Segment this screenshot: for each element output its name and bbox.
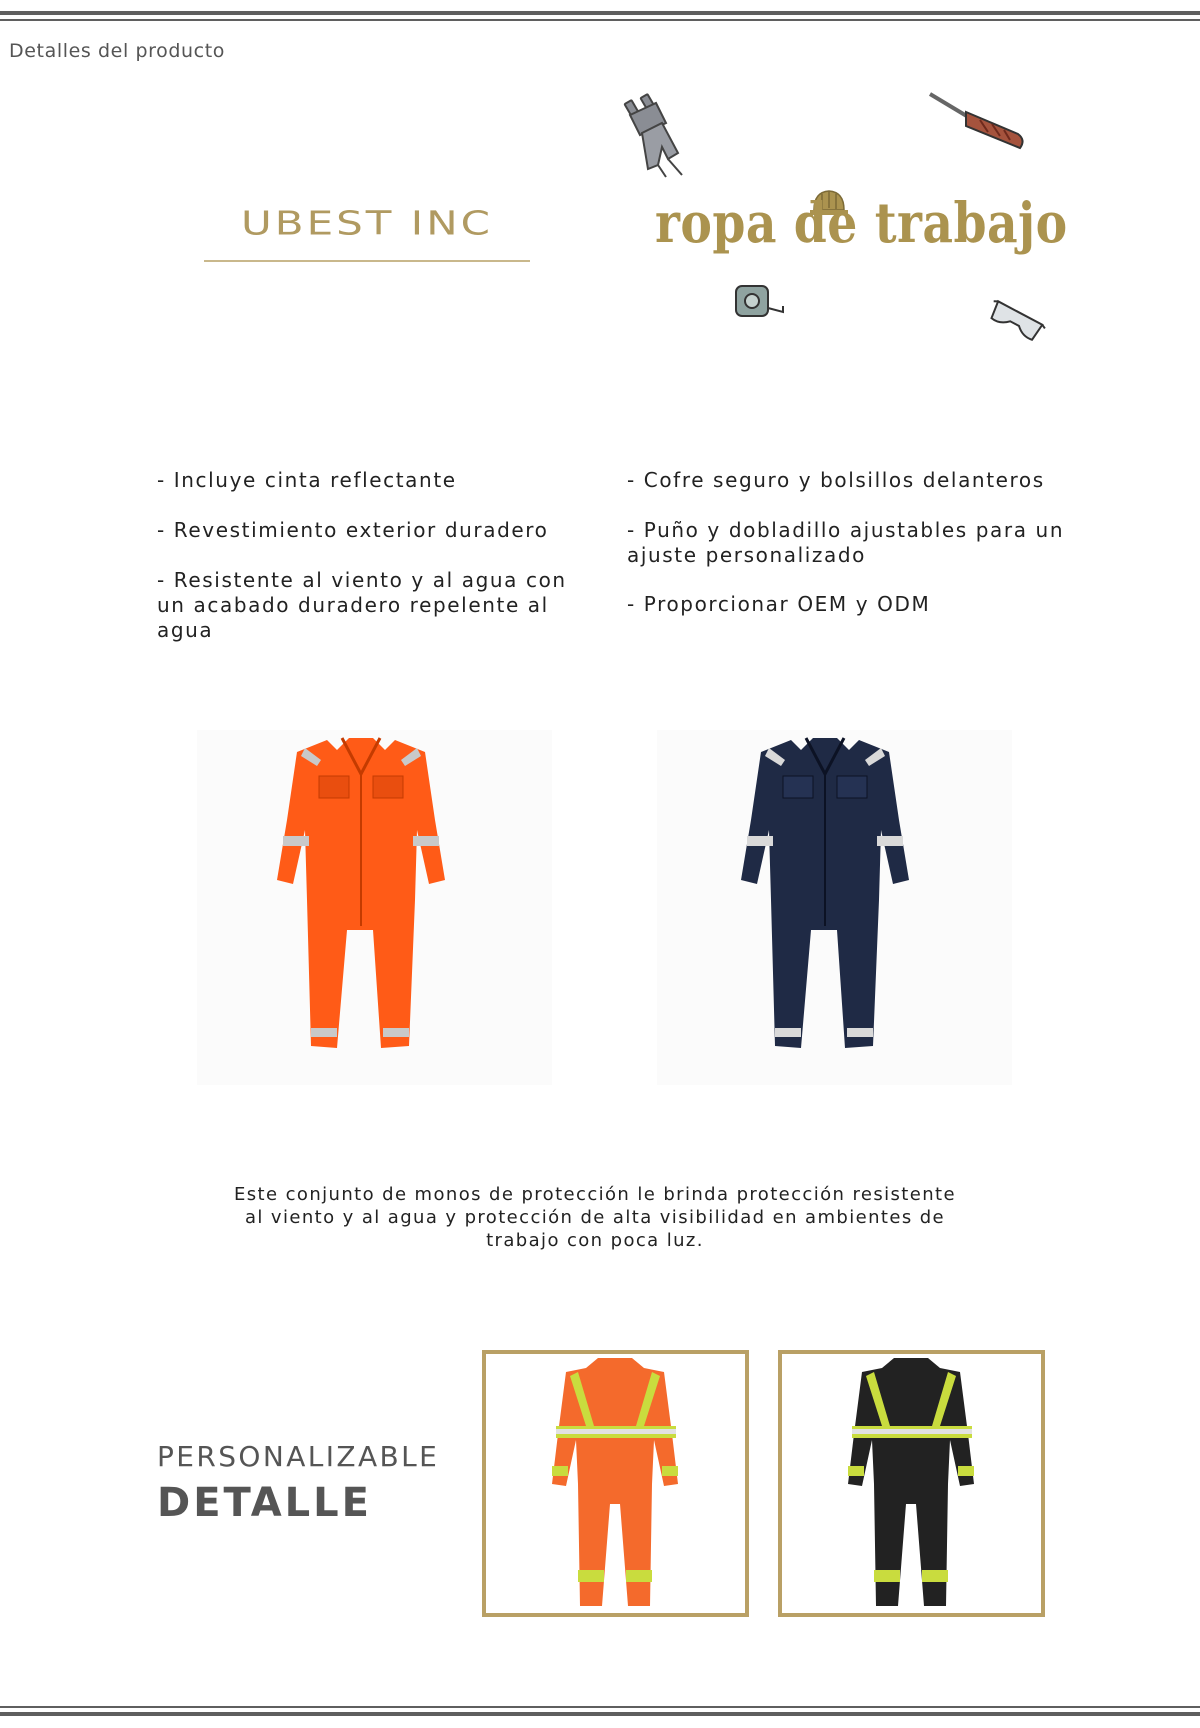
- plug-icon: [622, 93, 702, 179]
- safety-goggles-icon: [985, 298, 1047, 344]
- headline: ropa de trabajo: [655, 190, 1068, 255]
- section-title: Detalles del producto: [9, 40, 225, 62]
- feature-left-1: - Incluye cinta reflectante: [157, 468, 457, 492]
- bottom-rule-2: [0, 1712, 1200, 1716]
- screwdriver-icon: [926, 90, 1028, 154]
- feature-right-2: - Puño y dobladillo ajustables para un ajuste personalizado: [627, 518, 1065, 567]
- feature-left-2: - Revestimiento exterior duradero: [157, 518, 549, 542]
- customizable-title: DETALLE: [157, 1480, 372, 1526]
- customizable-subtitle: PERSONALIZABLE: [157, 1440, 440, 1473]
- bottom-rule-1: [0, 1706, 1200, 1708]
- top-rule-1: [0, 11, 1200, 15]
- orange-coverall-image: [197, 730, 552, 1085]
- feature-left-3: - Resistente al viento y al agua con un acabado duradero repelente al agua: [157, 568, 567, 642]
- product-description: Este conjunto de monos de protección le brinda protección resistente al viento y al agua y protección de alta visibilidad en ambientes de trabajo con poca luz.: [234, 1184, 956, 1251]
- black-hi-vis-frame: [778, 1350, 1045, 1617]
- brand-underline: [204, 260, 530, 262]
- navy-coverall-image: [657, 730, 1012, 1085]
- brand-name: UBEST INC: [241, 204, 493, 243]
- orange-hi-vis-frame: [482, 1350, 749, 1617]
- feature-right-1: - Cofre seguro y bolsillos delanteros: [627, 468, 1045, 492]
- top-rule-2: [0, 19, 1200, 21]
- tape-measure-icon: [733, 282, 785, 322]
- feature-right-3: - Proporcionar OEM y ODM: [627, 592, 931, 616]
